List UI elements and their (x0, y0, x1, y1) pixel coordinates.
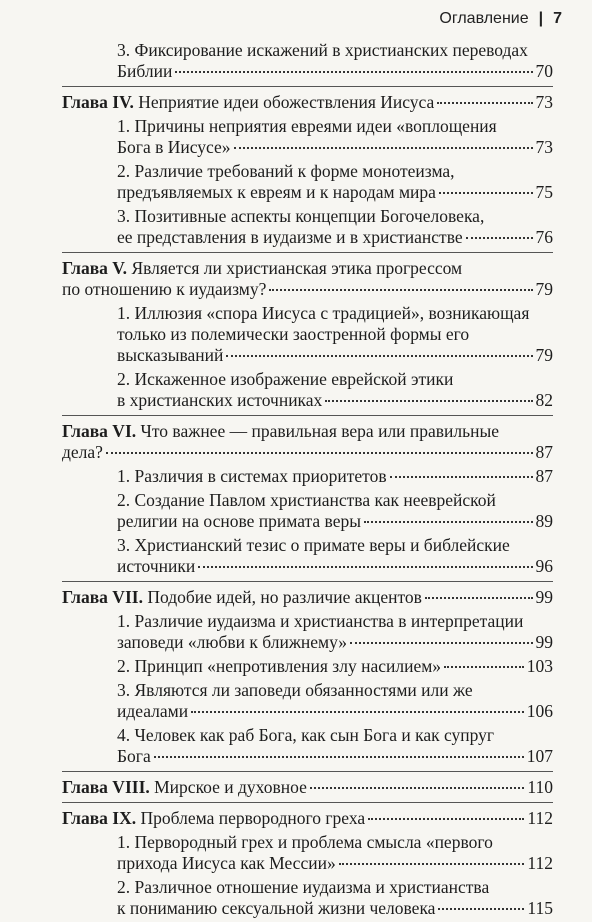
dot-leader (350, 642, 532, 644)
toc-page-number: 82 (535, 390, 553, 410)
dot-leader (154, 756, 524, 758)
dot-leader (466, 237, 533, 239)
running-header (439, 10, 562, 28)
table-of-contents (62, 40, 553, 922)
chapter-title: Неприятие идеи обожествления Иисуса (138, 92, 435, 112)
toc-chapter-7 (62, 587, 553, 608)
toc-entry-text: только из полемически заостренной формы его (117, 324, 470, 344)
toc-entry (62, 680, 553, 722)
toc-page-number: 99 (535, 587, 553, 607)
toc-entry-text: 1. Причины неприятия евреями идеи «воплощения (117, 116, 497, 136)
dot-leader (310, 787, 525, 789)
toc-entry (62, 116, 553, 158)
toc-page-number: 110 (527, 777, 553, 797)
toc-page-number: 79 (535, 345, 553, 365)
toc-entry-text: Бога в Иисусе» (117, 137, 231, 157)
dot-leader (325, 400, 532, 402)
toc-page-number: 87 (535, 466, 553, 486)
toc-page-number: 73 (535, 137, 553, 157)
dot-leader (226, 355, 532, 357)
toc-entry-text: Библии (117, 61, 173, 81)
divider (62, 802, 553, 803)
toc-entry-text: 2. Различное отношение иудаизма и христианства (117, 877, 490, 897)
toc-chapter-5 (62, 258, 553, 300)
divider (62, 771, 553, 772)
chapter-title: Мирское и духовное (154, 777, 307, 797)
dot-leader (444, 666, 524, 668)
running-header-separator: | (538, 10, 544, 27)
toc-entry (62, 303, 553, 366)
dot-leader (425, 597, 533, 599)
toc-chapter-6 (62, 421, 553, 463)
chapter-label: Глава V. (62, 258, 128, 278)
toc-entry (62, 206, 553, 248)
dot-leader (437, 102, 532, 104)
chapter-title: Подобие идей, но различие акцентов (147, 587, 422, 607)
toc-entry (62, 161, 553, 203)
toc-entry (62, 466, 553, 487)
toc-entry-text: ее представления в иудаизме и в христианстве (117, 227, 463, 247)
toc-page-number: 107 (526, 746, 553, 766)
toc-entry-text: 4. Человек как раб Бога, как сын Бога и как супруг (117, 725, 495, 745)
toc-entry (62, 490, 553, 532)
dot-leader (439, 192, 533, 194)
toc-page-number: 70 (535, 61, 553, 81)
toc-entry (62, 611, 553, 653)
toc-entry-text: религии на основе примата веры (117, 511, 361, 531)
toc-page-number: 99 (535, 632, 553, 652)
dot-leader (175, 71, 532, 73)
toc-entry (62, 877, 553, 919)
divider (62, 415, 553, 416)
toc-entry-text: 1. Различия в системах приоритетов (117, 466, 387, 486)
toc-chapter-9 (62, 808, 553, 829)
chapter-label: Глава VIII. (62, 777, 150, 797)
toc-entry-text: 2. Искаженное изображение еврейской этики (117, 369, 454, 389)
toc-entry-text: заповеди «любви к ближнему» (117, 632, 348, 652)
toc-page-number: 112 (527, 808, 553, 828)
chapter-title: по отношению к иудаизму? (62, 279, 267, 299)
toc-chapter-4 (62, 92, 553, 113)
dot-leader (438, 908, 524, 910)
toc-entry-text: 1. Первородный грех и проблема смысла «первого (117, 832, 493, 852)
chapter-title: дела? (62, 442, 103, 462)
dot-leader (191, 711, 524, 713)
toc-page-number: 103 (526, 656, 553, 676)
toc-entry-text: предъявляемых к евреям и к народам мира (117, 182, 436, 202)
divider (62, 581, 553, 582)
chapter-title: Является ли христианская этика прогрессом (131, 258, 463, 278)
divider (62, 86, 553, 87)
toc-entry (62, 725, 553, 767)
toc-entry-text: высказываний (117, 345, 224, 365)
toc-page-number: 73 (535, 92, 553, 112)
chapter-title: Что важнее — правильная вера или правильные (140, 421, 500, 441)
toc-entry (62, 656, 553, 677)
toc-page-number: 76 (535, 227, 553, 247)
toc-entry-text: 3. Фиксирование искажений в христианских переводах (117, 40, 528, 60)
dot-leader (269, 289, 532, 291)
toc-chapter-8 (62, 777, 553, 798)
toc-entry-text: прихода Иисуса как Мессии» (117, 853, 336, 873)
toc-entry-text: 1. Различие иудаизма и христианства в интерпретации (117, 611, 524, 631)
toc-entry-text: к пониманию сексуальной жизни человека (117, 898, 436, 918)
toc-page-number: 79 (535, 279, 553, 299)
toc-entry (62, 40, 553, 82)
toc-entry-text: 1. Иллюзия «спора Иисуса с традицией», возникающая (117, 303, 530, 323)
toc-entry-text: 3. Позитивные аспекты концепции Богочеловека, (117, 206, 485, 226)
toc-page-number: 115 (527, 898, 553, 918)
toc-entry-text: 3. Христианский тезис о примате веры и библейские (117, 535, 510, 555)
toc-page-number: 87 (535, 442, 553, 462)
toc-entry (62, 535, 553, 577)
dot-leader (364, 521, 533, 523)
dot-leader (234, 147, 533, 149)
chapter-label: Глава VII. (62, 587, 143, 607)
dot-leader (368, 818, 524, 820)
page-number: 7 (553, 10, 562, 27)
toc-entry-text: Бога (117, 746, 151, 766)
toc-page-number: 89 (535, 511, 553, 531)
toc-entry-text: 3. Являются ли заповеди обязанностями или же (117, 680, 473, 700)
toc-page-number: 112 (527, 853, 553, 873)
toc-page-number: 96 (535, 556, 553, 576)
chapter-title: Проблема первородного греха (140, 808, 366, 828)
toc-entry (62, 369, 553, 411)
dot-leader (106, 452, 533, 454)
chapter-label: Глава VI. (62, 421, 137, 441)
toc-page-number: 75 (535, 182, 553, 202)
toc-entry (62, 832, 553, 874)
dot-leader (390, 476, 533, 478)
dot-leader (339, 863, 525, 865)
toc-entry-text: источники (117, 556, 196, 576)
toc-page-number: 106 (526, 701, 553, 721)
toc-entry-text: 2. Различие требований к форме монотеизма, (117, 161, 455, 181)
toc-entry-text: идеалами (117, 701, 189, 721)
dot-leader (198, 566, 532, 568)
toc-entry-text: в христианских источниках (117, 390, 323, 410)
chapter-label: Глава IV. (62, 92, 134, 112)
chapter-label: Глава IX. (62, 808, 137, 828)
divider (62, 252, 553, 253)
toc-entry-text: 2. Принцип «непротивления злу насилием» (117, 656, 442, 676)
toc-entry-text: 2. Создание Павлом христианства как нееврейской (117, 490, 496, 510)
running-header-title: Оглавление (439, 10, 529, 27)
